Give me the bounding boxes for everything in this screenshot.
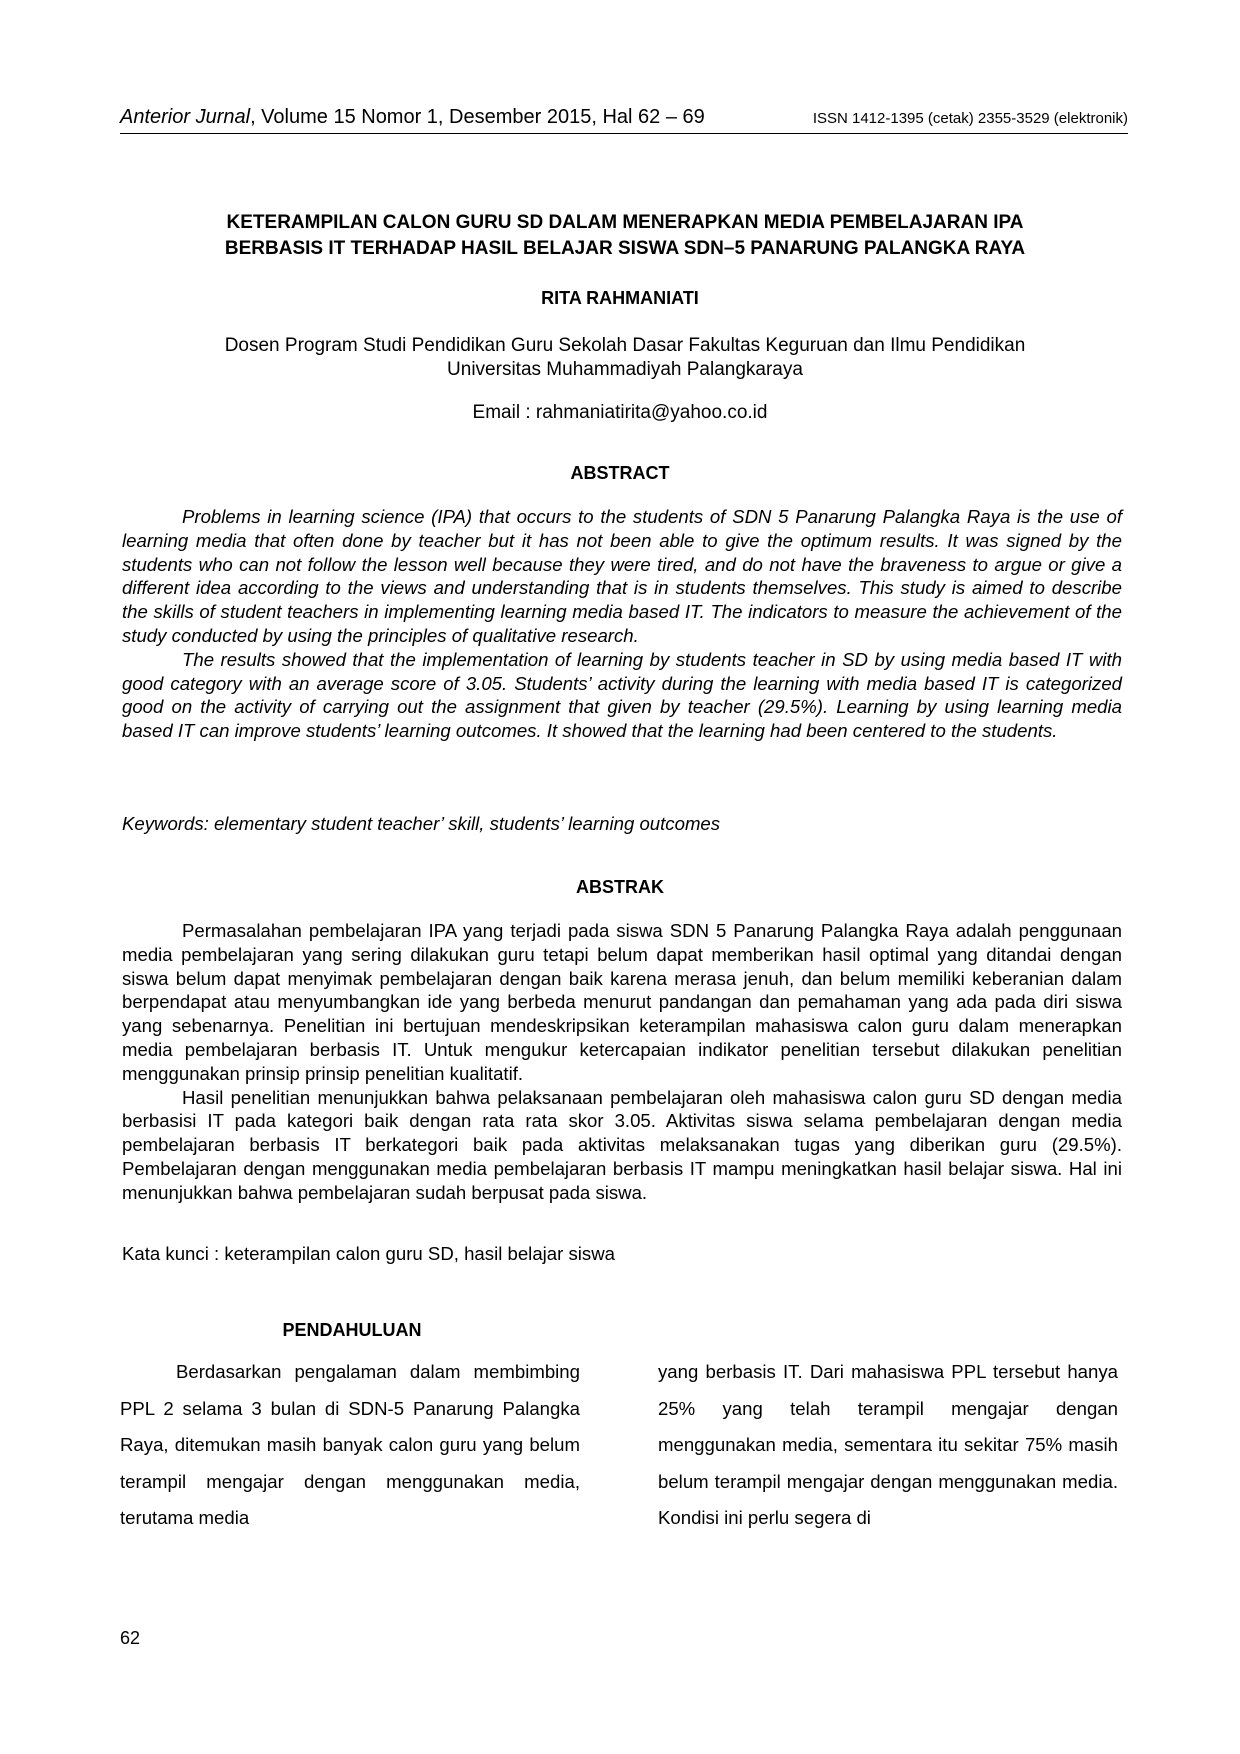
title-line-1: KETERAMPILAN CALON GURU SD DALAM MENERAPKAN MEDIA PEMBELAJARAN IPA xyxy=(226,212,1024,233)
running-header xyxy=(120,106,1128,134)
affiliation xyxy=(140,334,1110,382)
intro-right-text: yang berbasis IT. Dari mahasiswa PPL tersebut hanya 25% yang telah terampil mengajar dengan menggunakan media, sementara itu sekitar 75% masih belum terampil mengajar dengan menggunakan media. Kondisi ini perlu segera di xyxy=(658,1361,1118,1528)
abstract-body xyxy=(122,505,1122,743)
abstract-paragraph-1: Problems in learning science (IPA) that occurs to the students of SDN 5 Panarung Palangka Raya is the use of learning media that often done by teacher but it has not been able to give the optimum results. It was signed by the students who can not follow the lesson well because they were tired, and do not have the braveness to argue or give a different idea according to the views and understanding that is in students themselves. This study is aimed to describe the skills of student teachers in implementing learning media based IT. The indicators to measure the achievement of the study conducted by using the principles of qualitative research. xyxy=(122,506,1122,646)
abstract-paragraph-2: The results showed that the implementation of learning by students teacher in SD by using media based IT with good category with an average score of 3.05. Students’ activity during the learning with media based IT is categorized good on the activity of carrying out the assignment that given by teacher (29.5%). Learning by using learning media based IT can improve students’ learning outcomes. It showed that the learning had been centered to the students. xyxy=(122,648,1122,742)
abstrak-body xyxy=(122,919,1122,1205)
keywords-indonesian: Kata kunci : keterampilan calon guru SD, hasil belajar siswa xyxy=(122,1243,615,1264)
affiliation-line-1: Dosen Program Studi Pendidikan Guru Sekolah Dasar Fakultas Keguruan dan Ilmu Pendidikan xyxy=(224,335,1026,356)
abstract-heading: ABSTRACT xyxy=(570,463,670,483)
journal-name: Anterior Jurnal xyxy=(120,106,251,128)
author-email: Email : rahmaniatirita@yahoo.co.id xyxy=(472,402,768,423)
affiliation-line-2: Universitas Muhammadiyah Palangkaraya xyxy=(447,359,803,380)
journal-volume: , Volume 15 Nomor 1, Desember 2015, Hal 62 – 69 xyxy=(250,106,705,128)
abstrak-heading: ABSTRAK xyxy=(576,877,664,897)
title-line-2: BERBASIS IT TERHADAP HASIL BELAJAR SISWA SDN–5 PANARUNG PALANGKA RAYA xyxy=(224,238,1026,259)
keywords-english: Keywords: elementary student teacher’ skill, students’ learning outcomes xyxy=(122,813,721,834)
author-name: RITA RAHMANIATI xyxy=(541,288,699,308)
journal-citation xyxy=(120,106,705,129)
column-right xyxy=(658,1354,1118,1537)
issn: ISSN 1412-1395 (cetak) 2355-3529 (elektronik) xyxy=(812,110,1128,127)
abstrak-paragraph-1: Permasalahan pembelajaran IPA yang terjadi pada siswa SDN 5 Panarung Palangka Raya adalah penggunaan media pembelajaran yang sering dilakukan guru tetapi belum dapat memberikan hasil optimal yang ditandai dengan siswa belum dapat menyimak pembelajaran dengan baik karena merasa jenuh, dan belum memiliki keberanian dalam berpendapat atau menyumbangkan ide yang berbeda menurut pandangan dan pemahaman yang ada pada diri siswa yang sebenarnya. Penelitian ini bertujuan mendeskripsikan keterampilan mahasiswa calon guru dalam menerapkan media pembelajaran berbasis IT. Untuk mengukur ketercapaian indikator penelitian tersebut dilakukan penelitian menggunakan prinsip prinsip penelitian kualitatif. xyxy=(122,920,1122,1084)
abstrak-paragraph-2: Hasil penelitian menunjukkan bahwa pelaksanaan pembelajaran oleh mahasiswa calon guru SD dengan media berbasisi IT pada kategori baik dengan rata rata skor 3.05. Aktivitas siswa selama pembelajaran dengan media pembelajaran berbasis IT berkategori baik pada aktivitas melaksanakan tugas yang diberikan guru (29.5%). Pembelajaran dengan menggunakan media pembelajaran berbasis IT mampu meningkatkan hasil belajar siswa. Hal ini menunjukkan bahwa pembelajaran sudah berpusat pada siswa. xyxy=(122,1086,1122,1203)
pendahuluan-heading: PENDAHULUAN xyxy=(282,1320,422,1340)
column-left xyxy=(120,1354,580,1537)
intro-left-text: Berdasarkan pengalaman dalam membimbing PPL 2 selama 3 bulan di SDN-5 Panarung Palangka Raya, ditemukan masih banyak calon guru yang belum terampil mengajar dengan menggunakan media, terutama media xyxy=(120,1361,580,1528)
page-number: 62 xyxy=(120,1628,141,1648)
paper-title xyxy=(140,210,1110,262)
